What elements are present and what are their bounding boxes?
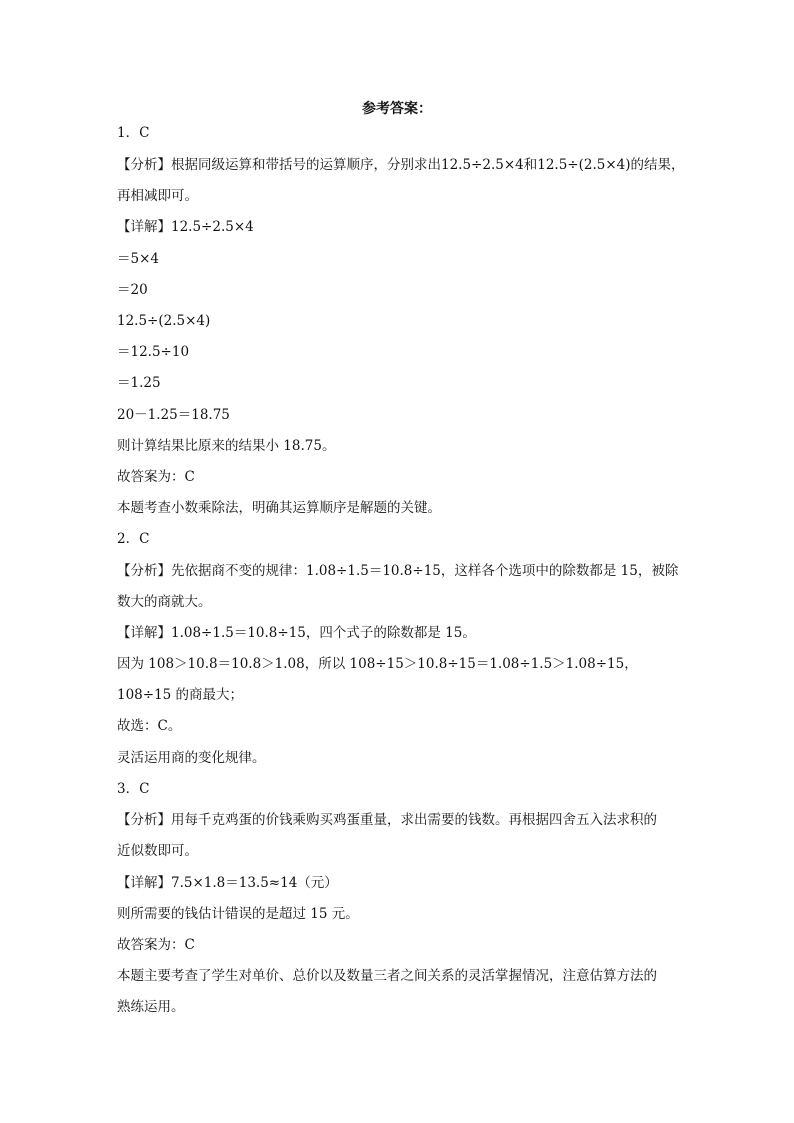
q2-final-answer: 故选：C。 xyxy=(117,718,182,734)
q3-conclusion: 则所需要的钱估计错误的是超过 15 元。 xyxy=(117,906,359,922)
q2-answer: 2．C xyxy=(117,531,150,547)
q2-detail-line1: 【详解】1.08÷1.5＝10.8÷15，四个式子的除数都是 15。 xyxy=(117,625,476,641)
q1-final-answer: 故答案为：C xyxy=(117,469,195,485)
q1-analysis-line1: 【分析】根据同级运算和带括号的运算顺序，分别求出12.5÷2.5×4和12.5÷(2.5×4)的结果， xyxy=(117,157,685,173)
page-title: 参考答案： xyxy=(362,101,432,117)
q1-detail-line7: 20－1.25＝18.75 xyxy=(117,407,230,423)
q1-detail-line2: ＝5×4 xyxy=(117,251,159,267)
q3-analysis-line2: 近似数即可。 xyxy=(117,843,198,859)
q3-commentary-line2: 熟练运用。 xyxy=(117,999,185,1015)
q1-analysis-line2: 再相减即可。 xyxy=(117,188,198,204)
q1-detail-line1: 【详解】12.5÷2.5×4 xyxy=(117,219,254,235)
q1-detail-line6: ＝1.25 xyxy=(117,375,161,391)
q3-final-answer: 故答案为：C xyxy=(117,937,195,953)
q1-answer: 1．C xyxy=(117,125,150,141)
q2-detail-line3: 108÷15 的商最大； xyxy=(117,687,244,703)
q1-detail-line5: ＝12.5÷10 xyxy=(117,344,190,360)
q3-commentary-line1: 本题主要考查了学生对单价、总价以及数量三者之间关系的灵活掌握情况，注意估算方法的 xyxy=(117,968,657,984)
q1-conclusion: 则计算结果比原来的结果小 18.75。 xyxy=(117,438,336,454)
q2-analysis-line1: 【分析】先依据商不变的规律：1.08÷1.5＝10.8÷15，这样各个选项中的除数都是 15，被除 xyxy=(117,563,679,579)
q3-analysis-line1: 【分析】用每千克鸡蛋的价钱乘购买鸡蛋重量，求出需要的钱数。再根据四舍五入法求积的 xyxy=(117,812,657,828)
q1-detail-line4: 12.5÷(2.5×4) xyxy=(117,313,211,329)
q2-detail-line2: 因为 108＞10.8＝10.8＞1.08，所以 108÷15＞10.8÷15＝1.08÷1.5＞1.08÷15， xyxy=(117,656,638,672)
q2-commentary: 灵活运用商的变化规律。 xyxy=(117,750,266,766)
q1-commentary: 本题考查小数乘除法，明确其运算顺序是解题的关键。 xyxy=(117,500,441,516)
q3-detail-line1: 【详解】7.5×1.8＝13.5≈14（元） xyxy=(117,875,338,891)
q2-analysis-line2: 数大的商就大。 xyxy=(117,594,212,610)
q3-answer: 3．C xyxy=(117,781,150,797)
q1-detail-line3: ＝20 xyxy=(117,282,148,298)
